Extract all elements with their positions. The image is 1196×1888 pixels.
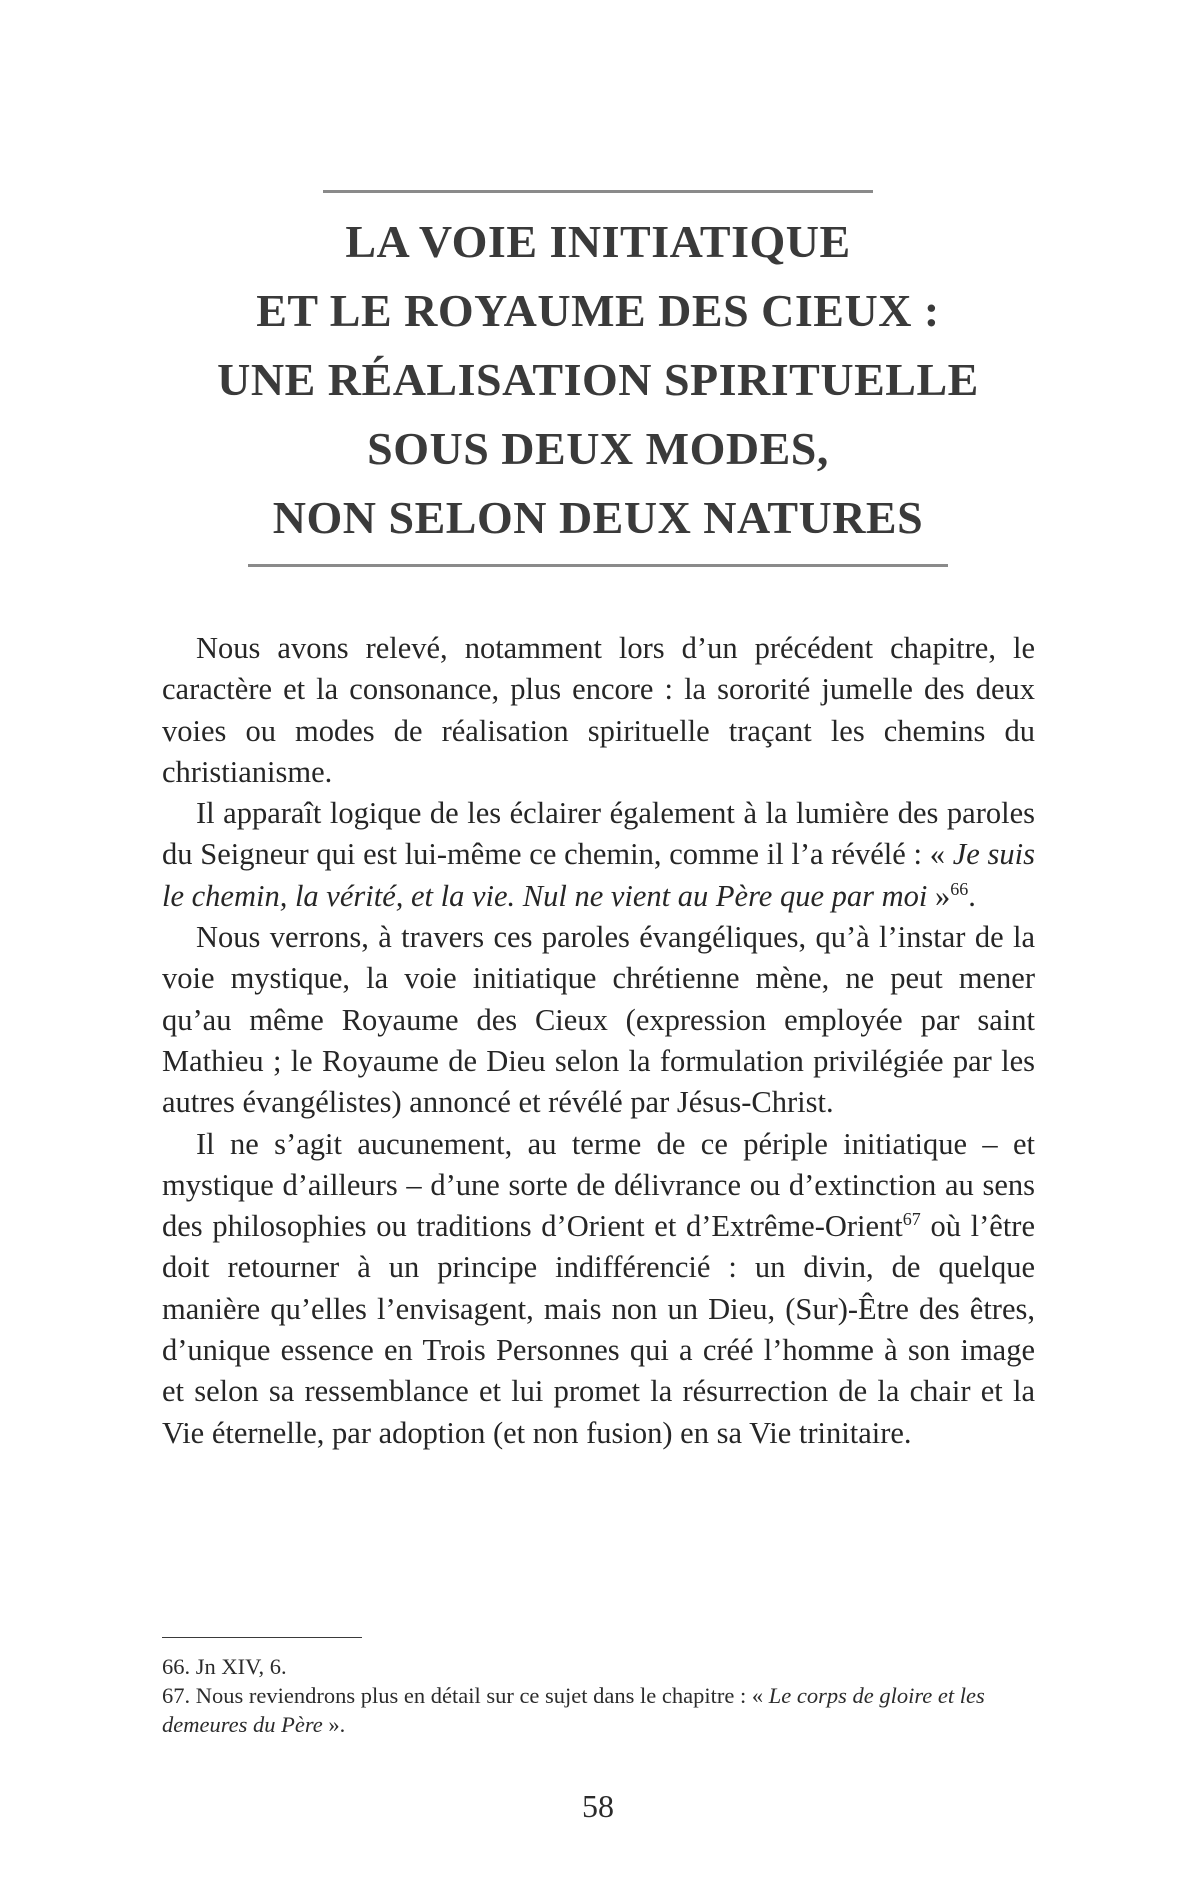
- page-number: 58: [582, 1788, 614, 1824]
- paragraph-4-text-a: Il ne s’agit aucunement, au terme de ce périple initiatique – et mystique d’ailleurs – d’une sorte de délivrance ou d’extinction au sens des philosophies ou traditions d’Orient et d’Extrême-Orient: [162, 1126, 1035, 1244]
- footnote-67-end: ».: [322, 1712, 346, 1737]
- footnote-67-title: Le corps de gloire et les demeures du Père: [162, 1683, 985, 1737]
- paragraph-4-text-b: où l’être doit retourner à un principe indifférencié : un divin, de quelque manière qu’elles l’envisagent, mais non un Dieu, (Sur)-Être des êtres, d’unique essence en Trois Personnes qui a créé l’homme à son image et selon sa ressemblance et lui promet la résurrection de la chair et la Vie éternelle, par adoption (et non fusion) en sa Vie trinitaire.: [162, 1209, 1035, 1450]
- chapter-title-line-2: ET LE ROYAUME DES CIEUX :: [256, 285, 940, 336]
- chapter-title-line-1: LA VOIE INITIATIQUE: [345, 216, 851, 267]
- paragraph-2: [162, 793, 1035, 917]
- title-top-rule: [323, 190, 873, 193]
- chapter-title-line-5: NON SELON DEUX NATURES: [272, 492, 924, 543]
- paragraph-1: Nous avons relevé, notamment lors d’un précédent chapitre, le caractère et la consonance, plus encore : la sororité jumelle des deux voies ou modes de réalisation spirituelle traçant les chemins du christianisme.: [162, 631, 1035, 789]
- footnote-separator: [162, 1637, 362, 1638]
- chapter-title-line-4: SOUS DEUX MODES,: [367, 423, 829, 474]
- footnote-66: 66. Jn XIV, 6.: [162, 1654, 287, 1679]
- chapter-title-line-3: UNE RÉALISATION SPIRITUELLE: [217, 354, 979, 405]
- title-bottom-rule: [248, 564, 948, 567]
- paragraph-2-quote: Je suis le chemin, la vérité, et la vie. Nul ne vient au Père que par moi: [162, 837, 1035, 913]
- chapter-body: [162, 628, 1035, 1454]
- footnote-ref-67: 67: [902, 1209, 921, 1229]
- paragraph-3: Nous verrons, à travers ces paroles évangéliques, qu’à l’instar de la voie mystique, la voie initiatique chrétienne mène, ne peut mener qu’au même Royaume des Cieux (expression employée par saint Mathieu ; le Royaume de Dieu selon la formulation privilégiée par les autres évangélistes) annoncé et révélé par Jésus-Christ.: [162, 920, 1035, 1120]
- paragraph-4: [162, 1124, 1035, 1454]
- paragraph-2-quote-close: »: [927, 878, 951, 913]
- footnote-ref-66: 66: [950, 878, 969, 899]
- footnotes: [162, 1652, 1035, 1739]
- footnote-67-text: 67. Nous reviendrons plus en détail sur ce sujet dans le chapitre : «: [162, 1683, 769, 1708]
- paragraph-2-text: Il apparaît logique de les éclairer également à la lumière des paroles du Seigneur qui est lui-même ce chemin, comme il l’a révélé : «: [162, 796, 1035, 872]
- footnote-67: [162, 1681, 1035, 1739]
- chapter-title-block: [0, 190, 1196, 567]
- paragraph-2-end: .: [968, 878, 976, 913]
